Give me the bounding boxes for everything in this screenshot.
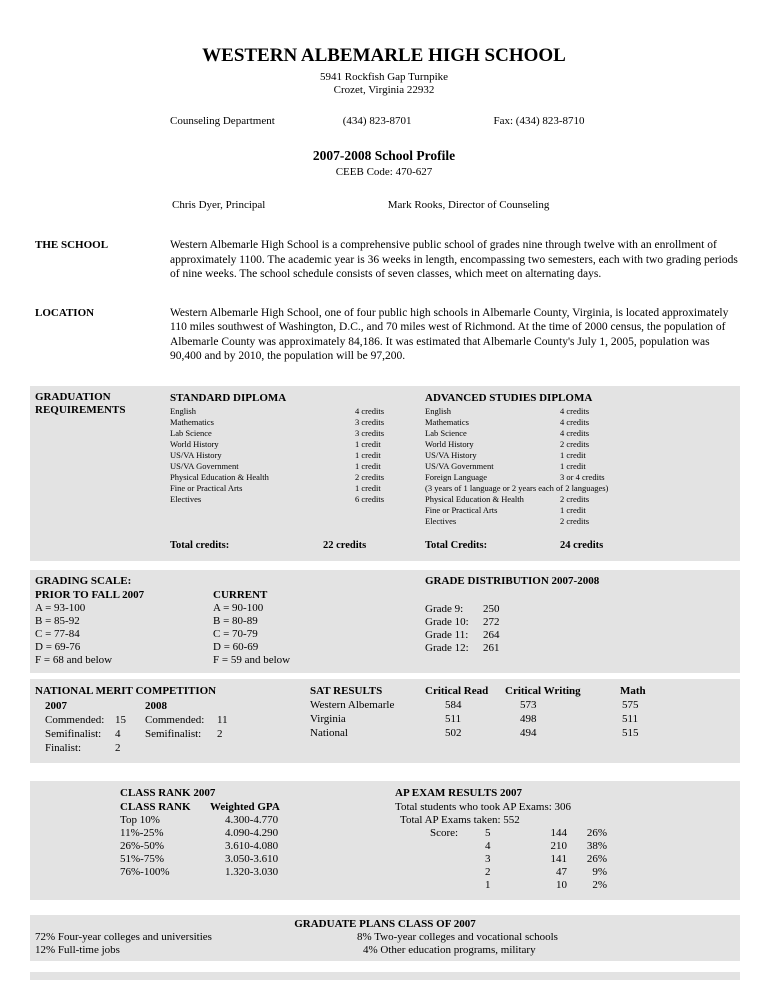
ap-percent: 2% [592,878,607,891]
spacer [430,840,485,853]
subject: Electives [425,515,457,526]
current-scale-row: C = 70-79 [213,627,258,640]
subject: World History [425,438,474,449]
standard-diploma-column [170,391,425,553]
the-school-section [0,238,768,282]
credits: 3 or 4 credits [560,471,605,482]
graduate-plans-section [30,915,740,961]
subject: Physical Education & Health [170,471,269,482]
advanced-diploma-title: ADVANCED STUDIES DIPLOMA [425,391,593,404]
rank-header: CLASS RANK [120,800,191,813]
sat-writing-score: 494 [520,726,537,739]
plan-item: 12% Full-time jobs [35,943,120,956]
ap-count: 47 [556,865,567,878]
total-value: 22 credits [323,539,367,551]
diploma-row [170,461,425,472]
sat-header-math: Math [620,684,646,697]
credits: 1 credit [355,449,381,460]
subject: Physical Education & Health [425,493,524,504]
current-scale-header: CURRENT [213,588,268,601]
spacer [430,879,485,892]
graduation-label-line2: REQUIREMENTS [35,403,126,416]
director-name: Mark Rooks, Director of Counseling [387,199,550,211]
profile-title: 2007-2008 School Profile [312,148,456,163]
credits: 2 credits [355,471,385,482]
rank-range: 51%-75% [120,852,164,865]
sat-row-name: National [310,726,348,739]
gpa-range: 4.090-4.290 [225,826,279,839]
standard-total-row [170,539,425,553]
sat-read-score: 584 [445,698,462,711]
sat-math-score: 511 [622,712,639,725]
advanced-total-row [425,539,735,553]
the-school-text: Western Albemarle High School is a comprehensive public school of grades nine through twelve with an enrollment of approximately 1100. The academic year is 36 weeks in length, encompassing two semesters, each with two grading periods of nine weeks. The school schedule consists of seven classes, which meet on alternating days. [170,239,738,280]
diploma-row [425,516,735,527]
diploma-row [170,439,425,450]
plan-item: 72% Four-year colleges and universities [35,930,212,943]
merit-label: Finalist: [45,741,82,754]
credits: 1 credit [560,449,586,460]
standard-diploma-title: STANDARD DIPLOMA [170,391,287,404]
grade-distribution-column [425,574,735,667]
current-scale-row: F = 59 and below [213,653,291,666]
credits: 1 credit [560,460,586,471]
gpa-range: 1.320-3.030 [225,865,279,878]
ap-exam-title: AP EXAM RESULTS 2007 [395,786,523,799]
diploma-row [425,472,735,483]
grading-scale-section [30,570,740,673]
diploma-row [425,494,735,505]
subject: Fine or Practical Arts [425,504,498,515]
merit-label: Semifinalist: [145,727,202,740]
credits: 1 credit [560,504,586,515]
national-merit-sat-section [30,679,740,763]
grade-count: 272 [483,615,500,628]
sat-read-score: 502 [445,726,462,739]
diploma-row [170,406,425,417]
grade-count: 250 [483,602,500,615]
diploma-row [170,472,425,483]
subject: Mathematics [170,416,214,427]
diploma-row [170,483,425,494]
graduate-plans-left [35,931,355,957]
merit-value: 4 [115,727,121,740]
distribution-row [425,629,735,642]
the-school-label: THE SCHOOL [35,239,109,251]
ap-score: 1 [485,878,491,891]
current-scale-row: D = 60-69 [213,640,259,653]
class-rank-ap-section [30,781,740,900]
rank-range: 11%-25% [120,826,164,839]
current-scale-row: B = 80-89 [213,614,258,627]
ap-score: 4 [485,839,491,852]
ap-percent: 26% [586,826,607,839]
sat-results-title: SAT RESULTS [310,684,383,697]
ap-students-line: Total students who took AP Exams: 306 [395,800,572,813]
merit-label: Semifinalist: [45,727,102,740]
credits: 6 credits [355,493,385,504]
distribution-row [425,642,735,655]
credits: 1 credit [355,460,381,471]
credits: 1 credit [355,438,381,449]
credits: 4 credits [560,416,590,427]
address-line-2: Crozet, Virginia 22932 [333,84,435,96]
fax-number: Fax: (434) 823-8710 [493,115,585,127]
sat-math-score: 515 [622,726,639,739]
graduate-plans-title: GRADUATE PLANS CLASS OF 2007 [294,917,476,930]
class-rank-column [120,786,395,892]
total-label: Total credits: [170,539,230,551]
ap-score: 5 [485,826,491,839]
graduate-plans-columns [35,931,735,957]
gpa-header: Weighted GPA [210,800,280,813]
national-merit-title: NATIONAL MERIT COMPETITION [35,684,217,697]
national-merit-table [35,699,310,755]
counseling-department-label: Counseling Department [170,115,275,127]
footer-divider-bar [30,972,740,980]
subject: World History [170,438,219,449]
subject: US/VA Government [170,460,239,471]
gpa-range: 3.050-3.610 [225,852,279,865]
diploma-row [170,428,425,439]
national-merit-column [35,684,310,755]
subject: English [170,405,196,416]
current-scale-row: A = 90-100 [213,601,264,614]
merit-value: 2 [217,727,223,740]
grade-label: Grade 9: [425,602,464,615]
rank-range: Top 10% [120,813,160,826]
principal-name: Chris Dyer, Principal [172,199,266,211]
sat-header-critical-writing: Critical Writing [505,684,581,697]
score-label: Score: [430,826,459,839]
credits: 3 credits [355,427,385,438]
credits: 3 credits [355,416,385,427]
school-name: WESTERN ALBEMARLE HIGH SCHOOL [202,45,566,66]
rank-range: 26%-50% [120,839,164,852]
subject: Foreign Language [425,471,488,482]
sat-results-table [310,684,735,740]
location-section [0,306,768,364]
sat-row-name: Virginia [310,712,346,725]
prior-scale-row: C = 77-84 [35,627,80,640]
staff-row [0,198,768,212]
credits: 2 credits [560,438,590,449]
class-rank-title: CLASS RANK 2007 [120,786,216,799]
merit-label: Commended: [145,713,205,726]
merit-value [217,741,310,755]
credits: 1 credit [355,482,381,493]
diploma-row [425,450,735,461]
grade-label: Grade 10: [425,615,469,628]
document-header [0,0,768,212]
subject: Lab Science [425,427,467,438]
diploma-row [425,461,735,472]
diploma-row [425,406,735,417]
subject: US/VA History [425,449,477,460]
diploma-row [170,494,425,505]
subject: Fine or Practical Arts [170,482,243,493]
prior-scale-row: F = 68 and below [35,653,113,666]
sat-math-score: 575 [622,698,639,711]
graduate-plans-right [355,931,735,957]
diploma-row [170,417,425,428]
ap-percent: 38% [586,839,607,852]
gpa-range: 3.610-4.080 [225,839,279,852]
grading-scale-title: GRADING SCALE: [35,574,132,587]
subject: US/VA History [170,449,222,460]
grading-scale-column [35,574,425,667]
merit-year-2008: 2008 [145,699,167,712]
sat-results-column [310,684,735,755]
merit-year-2007: 2007 [45,699,67,712]
class-rank-header-row [120,801,395,814]
subject: US/VA Government [425,460,494,471]
grade-distribution-title: GRADE DISTRIBUTION 2007-2008 [425,574,600,587]
ap-percent: 26% [586,852,607,865]
ap-score: 3 [485,852,491,865]
grading-scale-table [35,589,425,667]
diploma-row [425,439,735,450]
subject: English [425,405,451,416]
ap-percent: 9% [592,865,607,878]
prior-scale-header: PRIOR TO FALL 2007 [35,588,145,601]
total-label: Total Credits: [425,539,488,551]
contact-row [0,114,768,128]
credits: 2 credits [560,493,590,504]
diploma-row [170,450,425,461]
diploma-row [425,505,735,516]
ap-count: 141 [550,852,567,865]
merit-value: 15 [115,713,126,726]
graduation-requirements-section [30,386,740,561]
grade-count: 261 [483,641,500,654]
grade-distribution-table [425,603,735,655]
plan-item: 4% Other education programs, military [363,943,536,956]
plan-item: 8% Two-year colleges and vocational schools [357,930,558,943]
prior-scale-row: B = 85-92 [35,614,80,627]
ap-exam-column [395,786,735,892]
class-rank-table [120,814,395,879]
credits: 4 credits [355,405,385,416]
graduation-label-line1: GRADUATION [35,390,111,403]
grade-label: Grade 11: [425,628,469,641]
ap-count: 144 [550,826,567,839]
merit-value: 2 [115,741,121,754]
rank-range: 76%-100% [120,865,170,878]
address-line-1: 5941 Rockfish Gap Turnpike [319,71,449,83]
sat-read-score: 511 [445,712,462,725]
distribution-row [425,616,735,629]
distribution-row [425,603,735,616]
diploma-row [425,428,735,439]
credits: 2 credits [560,515,590,526]
prior-scale-row: D = 69-76 [35,640,81,653]
ap-score: 2 [485,865,491,878]
credits: 4 credits [560,427,590,438]
sat-header-critical-read: Critical Read [425,684,489,697]
sat-writing-score: 498 [520,712,537,725]
prior-scale-row: A = 93-100 [35,601,86,614]
ceeb-code: CEEB Code: 470-627 [335,166,433,178]
merit-value: 11 [217,713,228,726]
subject: Mathematics [425,416,469,427]
sat-row-name: Western Albemarle [310,698,395,711]
phone-number: (434) 823-8701 [342,115,412,127]
ap-count: 210 [550,839,567,852]
merit-label [145,741,217,755]
subject: Lab Science [170,427,212,438]
spacer [430,853,485,866]
gpa-range: 4.300-4.770 [225,813,279,826]
total-value: 24 credits [560,539,604,551]
advanced-diploma-column [425,391,735,553]
spacer [430,866,485,879]
subject: Electives [170,493,202,504]
diploma-row [425,417,735,428]
location-text: Western Albemarle High School, one of four public high schools in Albemarle County, Virginia, is located approximately 110 miles southwest of Washington, D.C., and 70 miles west of Richmond. At the time of 2000 census, the population of Albemarle County was approximately 84,186. It was estimated that Albemarle County's July 1, 2005, population was 90,400 and by 2010, the population will be 97,200. [170,306,729,362]
graduation-requirements-label [35,391,170,553]
grade-count: 264 [483,628,500,641]
ap-score-table [395,827,735,892]
foreign-language-note: (3 years of 1 language or 2 years each of 2 languages) [425,482,609,493]
grade-label: Grade 12: [425,641,469,654]
ap-count: 10 [556,878,567,891]
ap-exams-line: Total AP Exams taken: 552 [400,813,520,826]
merit-label: Commended: [45,713,105,726]
credits: 4 credits [560,405,590,416]
location-label: LOCATION [35,306,95,319]
sat-writing-score: 573 [520,698,537,711]
